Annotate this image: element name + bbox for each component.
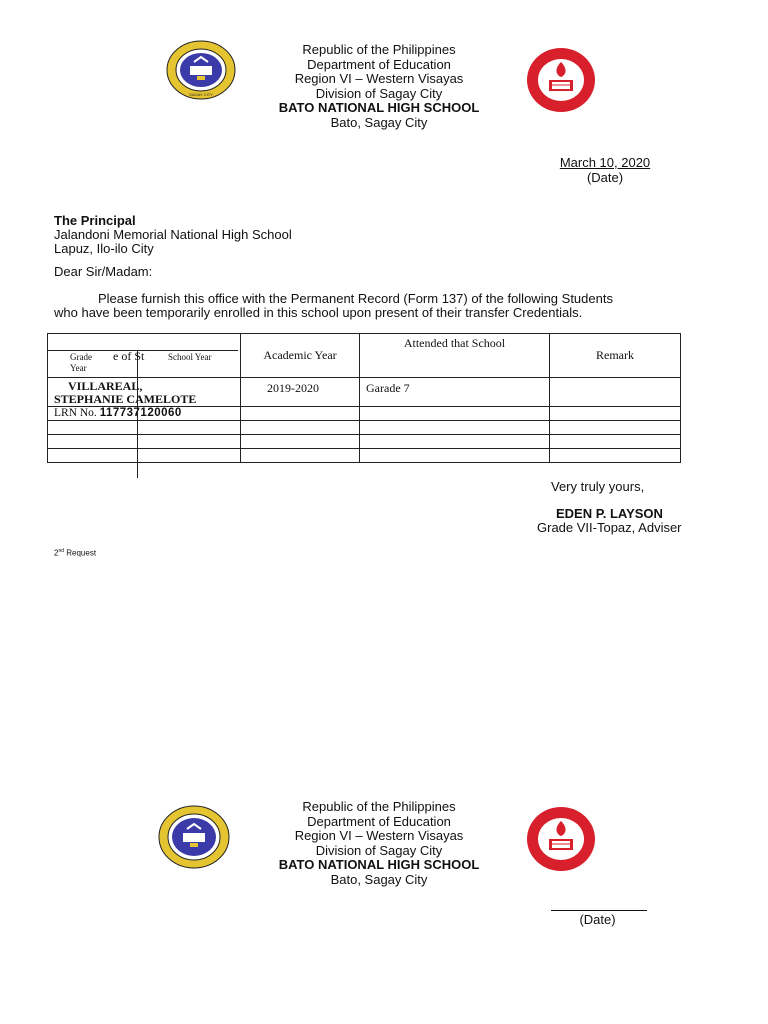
lrn-value: 117737120060 xyxy=(99,407,182,419)
header-line-region: Region VI – Western Visayas xyxy=(294,71,464,86)
header-line-deped: Department of Education xyxy=(307,56,451,72)
signatory-position: Grade VII-Topaz, Adviser xyxy=(537,520,682,535)
header-school-location: Bato, Sagay City xyxy=(330,114,428,130)
header-line-region: Region VI – Western Visayas xyxy=(294,828,464,843)
header-cell-student xyxy=(48,334,241,378)
body-line-1: Please furnish this office with the Permanent Record (Form 137) of the following Students xyxy=(98,291,613,306)
header-line-deped: Department of Education xyxy=(307,813,451,829)
salutation: Dear Sir/Madam: xyxy=(54,264,153,279)
header-line-republic: Republic of the Philippines xyxy=(302,42,456,57)
school-seal-bottom xyxy=(526,806,596,872)
header-school-name: BATO NATIONAL HIGH SCHOOL xyxy=(278,100,480,115)
letter-date: March 10, 2020 xyxy=(559,155,651,170)
col-name-fragment: e of St xyxy=(113,349,145,363)
header-school-location: Bato, Sagay City xyxy=(330,871,428,887)
letterhead-copy xyxy=(229,800,529,887)
col-school-year: School Year xyxy=(168,352,212,362)
letterhead xyxy=(229,43,529,130)
academic-year-value: 2019-2020 xyxy=(241,378,360,407)
header-line-republic: Republic of the Philippines xyxy=(302,799,456,814)
student-last-name: VILLAREAL, xyxy=(68,379,143,393)
deped-seal-top xyxy=(166,40,236,100)
lrn-label: LRN No. xyxy=(54,407,97,419)
deped-seal-bottom xyxy=(158,805,230,869)
header-cell-remark: Remark xyxy=(550,334,681,378)
second-date-caption: (Date) xyxy=(579,912,616,927)
table-row xyxy=(48,421,681,435)
signatory-name: EDEN P. LAYSON xyxy=(556,506,663,521)
header-line-division: Division of Sagay City xyxy=(315,85,443,101)
grade-value: Garade 7 xyxy=(360,378,550,407)
request-footnote: 2nd Request xyxy=(54,548,97,558)
header-line-division: Division of Sagay City xyxy=(315,842,443,858)
header-cell-academic-year: Academic Year xyxy=(241,334,360,378)
header-school-name: BATO NATIONAL HIGH SCHOOL xyxy=(278,857,480,872)
svg-text:SAGAY CITY: SAGAY CITY xyxy=(189,92,213,97)
recipient-school: Jalandoni Memorial National High School xyxy=(54,227,292,242)
school-seal-top xyxy=(526,47,596,113)
table-row xyxy=(48,435,681,449)
col-grade-year: Grade Year xyxy=(70,352,92,373)
recipient-address: Lapuz, Ilo-ilo City xyxy=(54,241,154,256)
table-row xyxy=(48,407,681,421)
header-cell-attended: Attended that School xyxy=(360,334,550,378)
complimentary-close: Very truly yours, xyxy=(551,479,645,494)
table-row xyxy=(48,378,681,407)
recipient-title: The Principal xyxy=(54,213,136,228)
body-line-2: who have been temporarily enrolled in this school upon present of their transfer Credentials. xyxy=(54,305,583,320)
student-record-table xyxy=(47,333,681,463)
table-row xyxy=(48,449,681,463)
student-first-name: STEPHANIE CAMELOTE xyxy=(54,392,197,406)
letter-date-caption: (Date) xyxy=(586,170,624,185)
